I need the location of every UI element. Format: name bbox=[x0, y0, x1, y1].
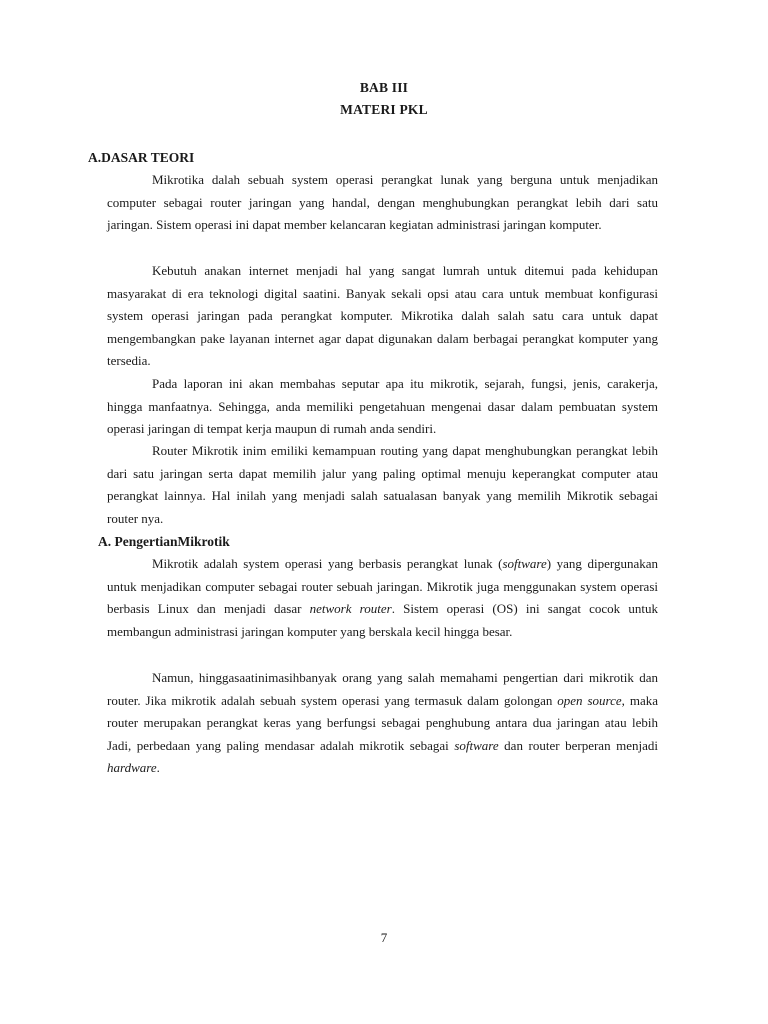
text-run: , maka router merupakan perangkat keras yang berfungsi sebagai penghubung antara dua jaringan atau lebih Jadi, perbedaan yang paling mendasar adalah mikrotik sebagai bbox=[107, 692, 659, 753]
italic-term: software bbox=[502, 556, 547, 571]
subsection-heading-pengertian-mikrotik: A. PengertianMikrotik bbox=[98, 534, 230, 549]
text-run: Mikrotik adalah system operasi yang berbasis perangkat lunak ( bbox=[152, 556, 503, 571]
text-run: . bbox=[156, 760, 160, 776]
text-run: dan router berperan menjadi bbox=[498, 737, 659, 753]
text-run: Namun, hinggasaatinimasihbanyak orang yang salah memahami pengertian dari mikrotik dan router. Jika mikrotik adalah sebuah system operasi yang termasuk dalam golongan bbox=[107, 670, 658, 708]
text-run: ) yang dipergunakan untuk menjadikan computer sebagai router sebuah jaringan. Mikrotik juga menggunakan system operasi berbasis Linux dan menjadi dasar bbox=[107, 556, 658, 617]
paragraph: Mikrotika dalah sebuah system operasi perangkat lunak yang berguna untuk menjadikan computer sebagai router jaringan yang handal, dengan menghubungkan perangkat lebih dari satu jaringan. Sistem operasi ini dapat member kelancaran kegiatan administrasi jaringan komputer. bbox=[107, 172, 658, 233]
italic-term: network router bbox=[309, 601, 392, 617]
paragraph bbox=[107, 553, 658, 643]
italic-term: hardware bbox=[107, 760, 157, 776]
section-heading-dasar-teori: A.DASAR TEORI bbox=[88, 150, 195, 165]
chapter-number: BAB III bbox=[359, 80, 409, 95]
italic-term: open source bbox=[557, 692, 622, 708]
paragraph: Pada laporan ini akan membahas seputar apa itu mikrotik, sejarah, fungsi, jenis, carakerja, hingga manfaatnya. Sehingga, anda memiliki pengetahuan mengenai dasar dalam pembuatan system operasi jaringan di tempat kerja maupun di rumah anda sendiri. bbox=[107, 376, 658, 437]
chapter-title: MATERI PKL bbox=[340, 102, 428, 117]
paragraph: Kebutuh anakan internet menjadi hal yang sangat lumrah untuk ditemui pada kehidupan masyarakat di era teknologi digital saatini. Banyak sekali opsi atau cara untuk membuat konfigurasi system operasi jaringan pada perangkat komputer. Mikrotika dalah salah satu cara untuk dapat mengembangkan pake layanan internet agar dapat digunakan dalam berbagai perangkat komputer yang tersedia. bbox=[107, 263, 658, 369]
paragraph bbox=[107, 667, 658, 780]
text-run: . Sistem operasi (OS) ini sangat cocok untuk membangun administrasi jaringan komputer yang berskala kecil hingga besar. bbox=[107, 601, 658, 639]
paragraph: Router Mikrotik inim emiliki kemampuan routing yang dapat menghubungkan perangkat lebih dari satu jaringan serta dapat memilih jalur yang paling optimal menuju keperangkat computer atau perangkat lainnya. Hal inilah yang menjadi salah satualasan banyak yang memilih Mikrotik sebagai router nya. bbox=[107, 443, 658, 526]
page-number: 7 bbox=[380, 930, 388, 945]
italic-term: software bbox=[454, 737, 499, 753]
